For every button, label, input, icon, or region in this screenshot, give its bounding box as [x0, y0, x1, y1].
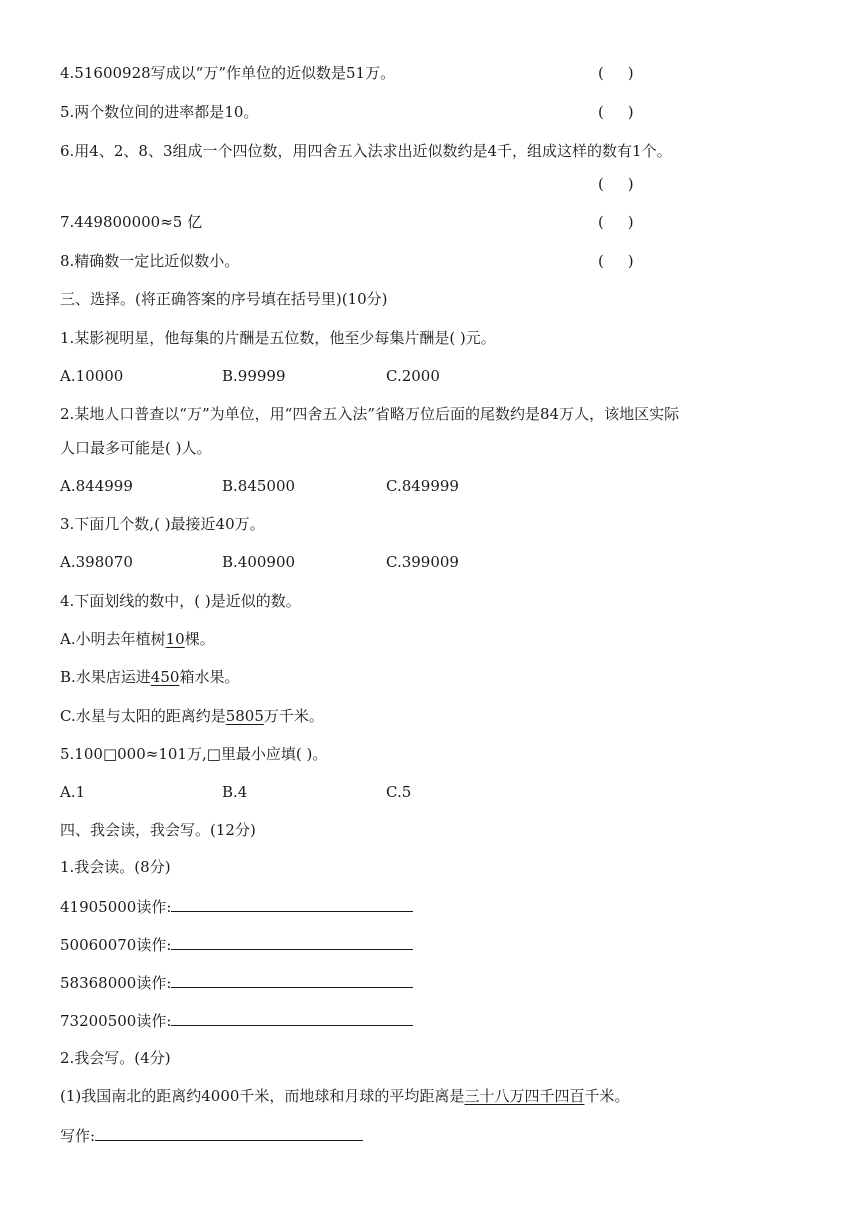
read-item-2-answer-line[interactable]	[171, 933, 413, 950]
read-item-1-label: 41905000读作:	[60, 898, 172, 916]
read-item-4-answer-line[interactable]	[171, 1009, 413, 1026]
judge-q7-answer-paren[interactable]: ( )	[598, 213, 634, 231]
choice-q3-option-c[interactable]: C.399009	[386, 553, 459, 571]
option-c-prefix: C.水星与太阳的距离约是	[60, 707, 226, 725]
judge-q6-answer-paren[interactable]: ( )	[598, 175, 634, 193]
choice-q4-option-b[interactable]	[60, 666, 239, 688]
choice-q2-text-line2: 人口最多可能是( )人。	[60, 439, 212, 457]
option-b-underlined-number: 450	[150, 668, 180, 686]
write-q1-underlined-number: 三十八万四千四百	[464, 1087, 585, 1105]
option-a-suffix: 棵。	[184, 630, 215, 648]
choice-q1-option-c[interactable]: C.2000	[386, 367, 440, 385]
write-answer-line[interactable]	[95, 1124, 363, 1141]
read-item-3	[60, 971, 413, 994]
read-item-4-label: 73200500读作:	[60, 1012, 172, 1030]
read-item-4	[60, 1009, 413, 1032]
write-label: 写作:	[60, 1127, 96, 1145]
read-item-1	[60, 895, 413, 918]
read-item-3-label: 58368000读作:	[60, 974, 172, 992]
option-b-suffix: 箱水果。	[179, 668, 240, 686]
section3-title: 三、选择。(将正确答案的序号填在括号里)(10分)	[60, 290, 388, 308]
read-item-1-answer-line[interactable]	[171, 895, 413, 912]
choice-q2-option-b[interactable]: B.845000	[222, 477, 296, 495]
choice-q1-text: 1.某影视明星，他每集的片酬是五位数，他至少每集片酬是( )元。	[60, 329, 496, 347]
option-c-underlined-number: 5805	[225, 707, 264, 725]
read-subtitle: 1.我会读。(8分)	[60, 858, 171, 876]
judge-q4-text: 4.51600928写成以“万”作单位的近似数是51万。	[60, 64, 396, 82]
judge-q7-text: 7.449800000≈5 亿	[60, 213, 203, 231]
choice-q5-option-c[interactable]: C.5	[386, 783, 412, 801]
choice-q5-option-a[interactable]: A.1	[60, 783, 86, 801]
judge-q4-answer-paren[interactable]: ( )	[598, 64, 634, 82]
write-q1-prefix: (1)我国南北的距离约4000千米，而地球和月球的平均距离是	[60, 1087, 465, 1105]
choice-q3-option-b[interactable]: B.400900	[222, 553, 296, 571]
write-subtitle: 2.我会写。(4分)	[60, 1049, 171, 1067]
choice-q2-text-line1: 2.某地人口普查以“万”为单位，用“四舍五入法”省略万位后面的尾数约是84万人，该地区实际	[60, 405, 680, 423]
option-c-suffix: 万千米。	[263, 707, 324, 725]
choice-q4-option-c[interactable]	[60, 705, 324, 727]
read-item-3-answer-line[interactable]	[171, 971, 413, 988]
section4-title: 四、我会读，我会写。(12分)	[60, 821, 256, 839]
choice-q3-option-a[interactable]: A.398070	[60, 553, 133, 571]
option-b-prefix: B.水果店运进	[60, 668, 151, 686]
judge-q8-text: 8.精确数一定比近似数小。	[60, 252, 240, 270]
write-answer-row	[60, 1124, 363, 1147]
write-q1-text	[60, 1085, 629, 1107]
choice-q5-text: 5.100□000≈101万,□里最小应填( )。	[60, 745, 328, 763]
choice-q5-option-b[interactable]: B.4	[222, 783, 248, 801]
judge-q6-text: 6.用4、2、8、3组成一个四位数，用四舍五入法求出近似数约是4千，组成这样的数有1个。	[60, 142, 672, 160]
judge-q5-answer-paren[interactable]: ( )	[598, 103, 634, 121]
choice-q4-text: 4.下面划线的数中，( )是近似的数。	[60, 592, 301, 610]
read-item-2-label: 50060070读作:	[60, 936, 172, 954]
choice-q1-option-a[interactable]: A.10000	[60, 367, 124, 385]
write-q1-suffix: 千米。	[584, 1087, 630, 1105]
option-a-prefix: A.小明去年植树	[60, 630, 166, 648]
choice-q1-option-b[interactable]: B.99999	[222, 367, 286, 385]
judge-q5-text: 5.两个数位间的进率都是10。	[60, 103, 259, 121]
choice-q2-option-c[interactable]: C.849999	[386, 477, 459, 495]
read-item-2	[60, 933, 413, 956]
judge-q8-answer-paren[interactable]: ( )	[598, 252, 634, 270]
option-a-underlined-number: 10	[165, 630, 185, 648]
choice-q4-option-a[interactable]	[60, 628, 215, 650]
choice-q3-text: 3.下面几个数,( )最接近40万。	[60, 515, 265, 533]
choice-q2-option-a[interactable]: A.844999	[60, 477, 133, 495]
